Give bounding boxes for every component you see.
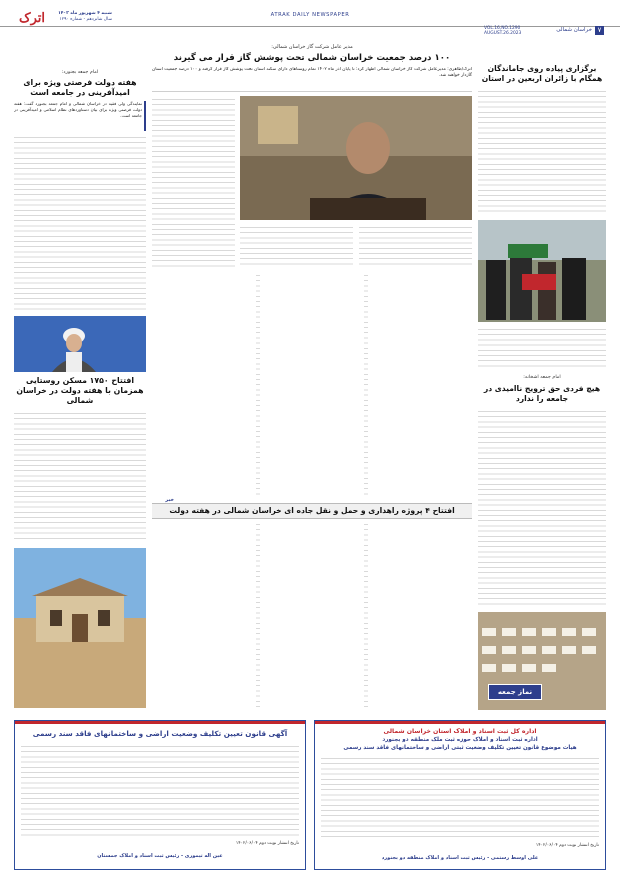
center-lead: اترک/طاهری: مدیرعامل شرکت گاز خراسان شمالی اظهار کرد: تا پایان آذر ماه ۱۴۰۲ تمام روستاهای دارای سکنه استان تحت پوشش گاز قرار گرفته و ۱۰۰ درصد جمعیت استان گازدار خواهند شد.	[152, 67, 472, 78]
center-band-title: افتتاح ۴ پروژه راهداری و حمل و نقل جاده ای خراسان شمالی در هفته دولت	[169, 506, 455, 515]
right-body-1	[478, 88, 606, 216]
center-body-col-1	[152, 96, 235, 268]
right-body-2	[478, 326, 606, 370]
logo-text: اترک	[18, 11, 46, 26]
center-rule	[152, 91, 472, 92]
left-photo-cleric	[14, 316, 146, 372]
left-ad-date: تاریخ انتشار نوبت دوم ۱۴۰۲/۰۶/۰۴	[235, 841, 299, 846]
vol-text: VOL.16,NO.1290	[484, 26, 521, 31]
date-en-text: AUGUST.26.2023	[484, 31, 522, 36]
left-mid-body	[14, 410, 146, 540]
right-photo-prayer	[478, 612, 606, 710]
date-fa-text: شنبه ۴ شهریور ماه ۱۴۰۲	[58, 11, 112, 16]
right-title: برگزاری پیاده روی جاماندگان همگام با زائران اربعین در استان	[481, 64, 603, 83]
daily-name: ATRAK DAILY NEWSPAPER	[270, 12, 350, 18]
center-photo	[240, 96, 472, 220]
left-photo-housing	[14, 548, 146, 708]
left-mid-title: افتتاح ۱۷۵۰ مسکن روستایی همزمان با هفته دولت در خراسان شمالی	[16, 376, 144, 405]
page-number: ۷	[597, 26, 602, 34]
left-ad-title: آگهی قانون تعیین تکلیف وضعیت اراضی و ساختمانهای فاقد سند رسمی	[32, 729, 288, 738]
right-ad-sub2: هیات موضوع قانون تعیین تکلیف وضعیت ثبتی اراضی و ساختمانهای فاقد سند رسمی	[343, 745, 577, 751]
left-ad-topbar	[15, 721, 305, 724]
center-body-col-2	[240, 224, 353, 268]
right-ad-date: تاریخ انتشار نوبت دوم ۱۴۰۲/۰۶/۰۴	[535, 843, 599, 848]
left-ad	[14, 720, 306, 870]
page-number-box	[595, 26, 604, 35]
right-ad-topbar	[315, 721, 605, 724]
left-top-title: هفته دولت فرصتی ویژه برای امیدآفرینی در جامعه است	[23, 78, 137, 97]
left-ad-body	[21, 743, 299, 839]
center-band-kicker: خبر	[165, 497, 174, 503]
official-portrait-image	[240, 96, 472, 220]
issue-info	[484, 26, 552, 36]
cleric-image	[14, 316, 146, 372]
center-body-lower	[152, 272, 472, 497]
badge-text: نماز جمعه	[497, 688, 533, 696]
right-photo-pilgrims	[478, 220, 606, 322]
right-ad-sub: اداره ثبت اسناد و املاک حوزه ثبت ملک منطقه دو بجنورد	[382, 737, 538, 743]
right-ad-body	[321, 755, 599, 841]
pilgrims-walk-image	[478, 220, 606, 322]
center-title: ۱۰۰ درصد جمعیت خراسان شمالی تحت پوشش گاز قرار می گیرند	[173, 53, 451, 63]
center-band-body	[152, 521, 472, 711]
right-ad-sign: علی اوسط رستمی - رئیس ثبت اسناد و املاک منطقه دو بجنورد	[381, 855, 539, 861]
center-body-col-3	[359, 224, 472, 268]
newspaper-logo	[14, 8, 50, 30]
rural-housing-image	[14, 548, 146, 708]
right-kicker2: امام جمعه اشخانه:	[523, 375, 561, 380]
section-label: خراسان شمالی	[556, 27, 592, 33]
right-title2: هیچ فردی حق ترویج ناامیدی در جامعه را ندارد	[483, 384, 601, 403]
center-kicker: مدیر عامل شرکت گاز خراسان شمالی:	[271, 44, 353, 50]
right-ad-title: اداره کل ثبت اسناد و املاک استان خراسان شمالی	[383, 728, 537, 735]
friday-prayer-badge	[488, 684, 542, 700]
left-top-lead: نمایندگی ولی فقیه در خراسان شمالی و امام جمعه بجنورد گفت: هفته دولت فرصتی ویژه برای بیان دستاوردهای نظام اسلامی و امیدآفرینی در جامعه است.	[14, 101, 146, 131]
left-ad-sign: عین اله تیموری - رئیس ثبت اسناد و املاک جمستان	[97, 853, 223, 859]
left-top-body	[14, 134, 146, 312]
issue-date-fa	[52, 11, 112, 23]
right-ad	[314, 720, 606, 870]
left-top-kicker: امام جمعه بجنورد:	[61, 70, 99, 75]
right-body-3	[478, 408, 606, 608]
date-sub-text: سال شانزدهم - شماره ۱۲۹۰	[59, 17, 112, 22]
center-band-header	[152, 503, 472, 519]
